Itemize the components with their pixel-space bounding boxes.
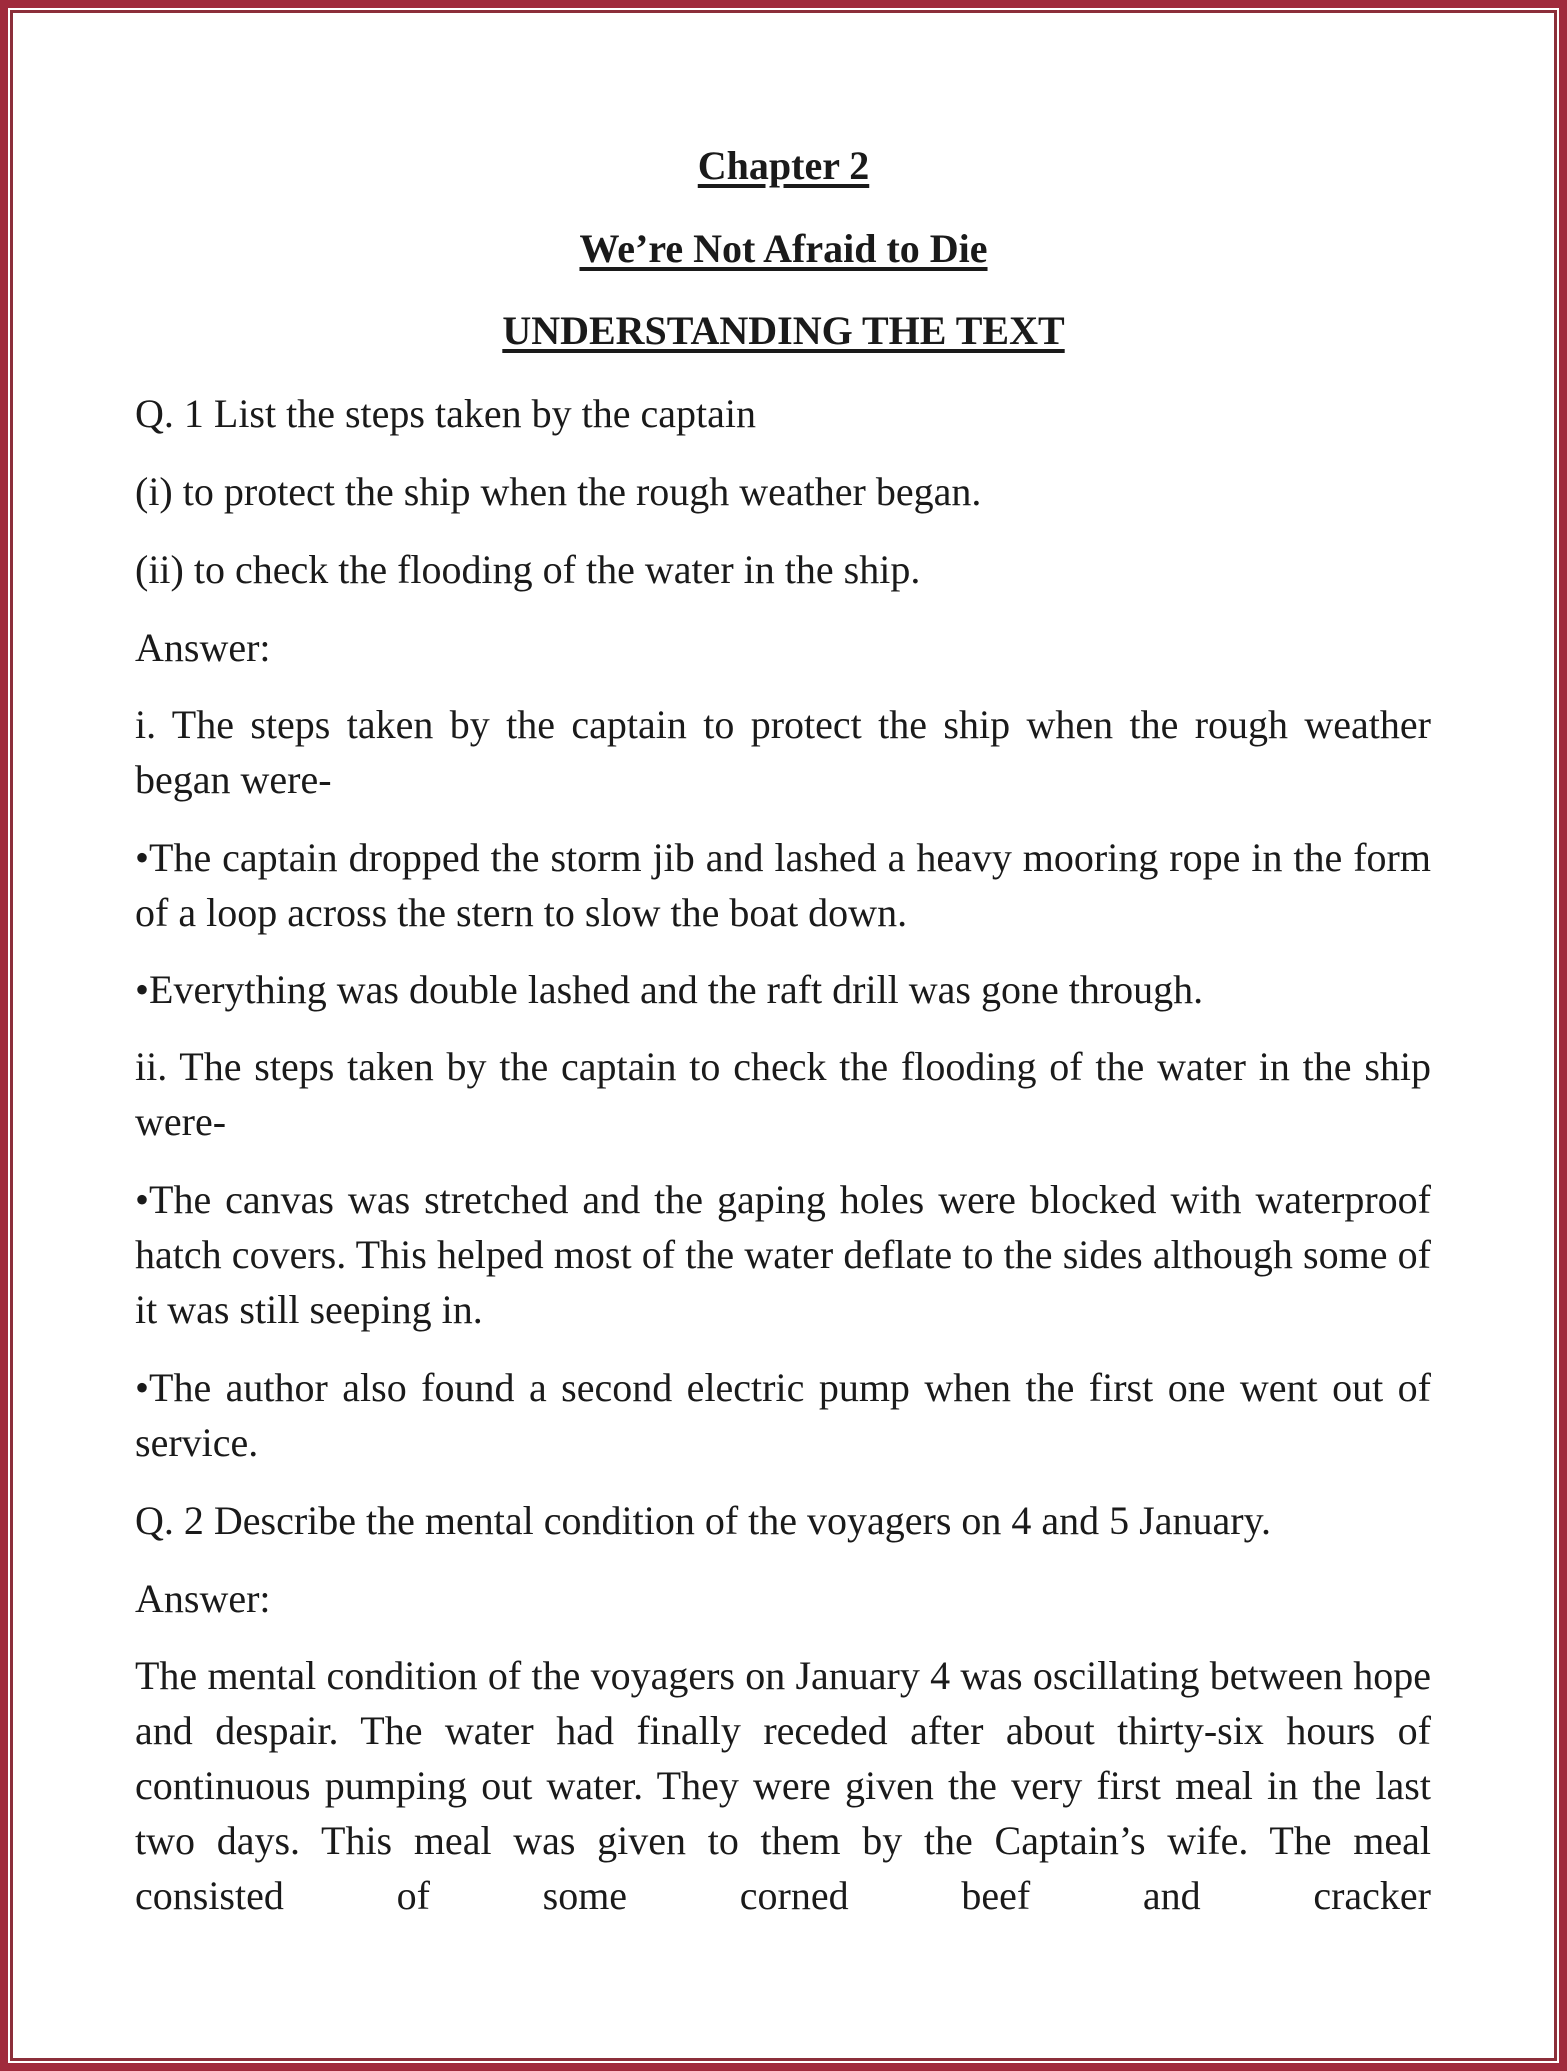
answer-2: The mental condition of the voyagers on January 4 was oscillating between hope and despair. The water had finally receded after about thirty-six hours of continuous pumping out water. They were given the very first meal in the last two days. This meal was given to them by the Captain’s wife. The meal consisted of some corned beef and cracker (135, 1653, 1431, 1918)
answer-1-ii-bullet-1: •The canvas was stretched and the gaping holes were blocked with waterproof hatch covers. This helped most of the water deflate to the sides although some of it was still seeping in. (135, 1177, 1431, 1332)
answer-1-i: i. The steps taken by the captain to protect the ship when the rough weather began were- (135, 702, 1431, 802)
answer-1-i-bullet-1: •The captain dropped the storm jib and lashed a heavy mooring rope in the form of a loop across the stern to slow the boat down. (135, 835, 1431, 935)
answer-1-ii-bullet-2: •The author also found a second electric pump when the first one went out of service. (135, 1365, 1431, 1465)
question-1-part-i: (i) to protect the ship when the rough weather began. (135, 469, 982, 514)
answer-1-ii: ii. The steps taken by the captain to check the flooding of the water in the ship were- (135, 1044, 1431, 1144)
section-heading: UNDERSTANDING THE TEXT (502, 308, 1065, 353)
chapter-heading: Chapter 2 (697, 143, 870, 188)
answer-1-i-bullet-2: •Everything was double lashed and the raft drill was gone through. (135, 967, 1204, 1012)
question-1: Q. 1 List the steps taken by the captain (135, 391, 756, 436)
answer-label-2: Answer: (135, 1576, 271, 1621)
answer-label-1: Answer: (135, 625, 271, 670)
question-2: Q. 2 Describe the mental condition of the voyagers on 4 and 5 January. (135, 1498, 1271, 1543)
question-1-part-ii: (ii) to check the flooding of the water in the ship. (135, 547, 921, 592)
chapter-title: We’re Not Afraid to Die (579, 226, 988, 271)
